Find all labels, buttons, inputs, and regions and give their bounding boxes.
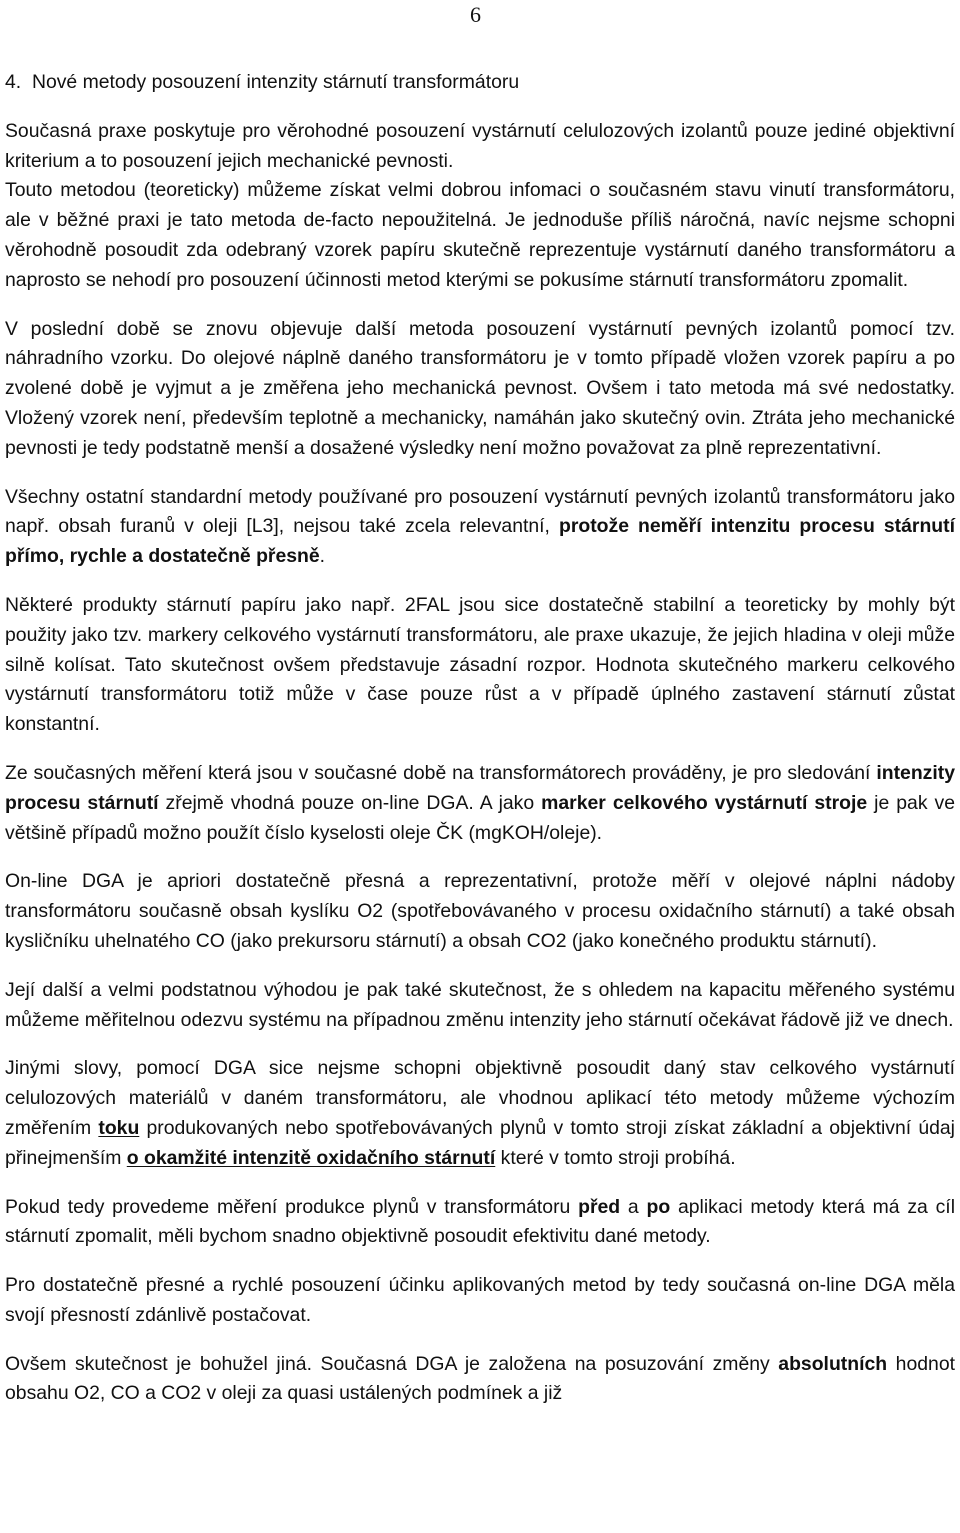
- emphasis-text: intenzity procesu stárnutí: [5, 761, 955, 814]
- emphasis-underlined-text: toku: [98, 1116, 140, 1139]
- paragraph-2: Touto metodou (teoreticky) můžeme získat velmi dobrou infomaci o současném stavu vinutí transformátoru, ale v běžné praxi je tato metoda de-facto nepoužitelná. Je jednoduše příliš náročná, navíc nejsme schopni věrohodně posoudit zda odebraný vzorek papíru skutečně reprezentuje vystárnutí daného transformátoru a naprosto se nehodí pro posouzení účinnosti metod kterými se pokusíme stárnutí transformátoru zpomalit.: [5, 179, 955, 291]
- paragraph-10: Pokud tedy provedeme měření produkce plynů v transformátoru před a po aplikaci metody která má za cíl stárnutí zpomalit, měli bychom snadno objektivně posoudit efektivitu dané metody.: [5, 1195, 956, 1248]
- paragraph-5: Některé produkty stárnutí papíru jako např. 2FAL jsou sice dostatečně stabilní a teoreticky by mohly být použity jako tzv. markery celkového vystárnutí transformátoru, ale praxe ukazuje, že jejich hladina v oleji může silně kolísat. Tato skutečnost ovšem představuje zásadní rozpor. Hodnota skutečného markeru celkového vystárnutí transformátoru totiž může v čase pouze růst a v případě úplného zastavení stárnutí zůstat konstantní.: [5, 593, 955, 736]
- emphasis-text: protože neměří intenzitu procesu stárnutí přímo, rychle a dostatečně přesně: [5, 515, 955, 568]
- emphasis-text: absolutních: [778, 1352, 888, 1375]
- paragraph-3: V poslední době se znovu objevuje další metoda posouzení vystárnutí pevných izolantů pomocí tzv. náhradního vzorku. Do olejové náplně daného transformátoru je v tomto případě vložen vzorek papíru a po zvolené době je vyjmut a je změřena jeho mechanická pevnost. Ovšem i tato metoda má své nedostatky. Vložený vzorek není, především teplotně a mechanicky, namáhán jako skutečný ovin. Ztráta jeho mechanické pevnosti je tedy podstatně menší a dosažené výsledky není možno považovat za plně reprezentativní.: [5, 317, 955, 459]
- paragraph-4: Všechny ostatní standardní metody používané pro posouzení vystárnutí pevných izolantů transformátoru jako např. obsah furanů v oleji [L3], nejsou také zcela relevantní, protože neměří intenzitu procesu stárnutí přímo, rychle a dostatečně přesně.: [5, 485, 955, 568]
- section-number: 4.: [5, 71, 22, 93]
- emphasis-text: marker celkového vystárnutí stroje: [541, 791, 868, 814]
- emphasis-underlined-text: o okamžité intenzitě oxidačního stárnutí: [126, 1146, 496, 1169]
- document-body: [5, 68, 955, 1428]
- emphasis-text: před: [578, 1195, 621, 1218]
- section-title: Nové metody posouzení intenzity stárnutí transformátoru: [31, 71, 520, 93]
- emphasis-text: po: [646, 1195, 671, 1218]
- paragraph-1: Současná praxe poskytuje pro věrohodné posouzení vystárnutí celulozových izolantů pouze jediné objektivní kriterium a to posouzení jejich mechanické pevnosti.: [5, 119, 955, 172]
- paragraph-7: On-line DGA je apriori dostatečně přesná a reprezentativní, protože měří v olejové náplni nádoby transformátoru současně obsah kyslíku O2 (spotřebovávaného v procesu oxidačního stárnutí) a také obsah kysličníku uhelnatého CO (jako prekursoru stárnutí) a obsah CO2 (jako konečného produktu stárnutí).: [5, 870, 955, 952]
- paragraph-8: Její další a velmi podstatnou výhodou je pak také skutečnost, že s ohledem na kapacitu měřeného systému můžeme měřitelnou odezvu systému na případnou změnu intenzity jeho stárnutí očekávat řádově již ve dnech.: [5, 978, 955, 1031]
- page-number: 6: [470, 2, 481, 27]
- section-heading: [5, 68, 955, 98]
- paragraph-11: Pro dostatečně přesné a rychlé posouzení účinku aplikovaných metod by tedy současná on-line DGA měla svojí přesností zdánlivě postačovat.: [5, 1274, 955, 1326]
- paragraph-12: Ovšem skutečnost je bohužel jiná. Současná DGA je založena na posuzování změny absolutních hodnot obsahu O2, CO a CO2 v oleji za quasi ustálených podmínek a již: [5, 1352, 955, 1405]
- paragraph-6: Ze současných měření která jsou v současné době na transformátorech prováděny, je pro sledování intenzity procesu stárnutí zřejmě vhodná pouze on-line DGA. A jako marker celkového vystárnutí stroje je pak ve většině případů možno použít číslo kyselosti oleje ČK (mgKOH/oleje).: [5, 761, 956, 844]
- paragraph-9: Jinými slovy, pomocí DGA sice nejsme schopni objektivně posoudit daný stav celkového vystárnutí celulozových materiálů v daném transformátoru, ale vhodnou aplikací této metody můžeme výchozím změřením toku produkovaných nebo spotřebovávaných plynů v tomto stroji získat základní a objektivní údaj přinejmenším o okamžité intenzitě oxidačního stárnutí které v tomto stroji probíhá.: [5, 1057, 955, 1169]
